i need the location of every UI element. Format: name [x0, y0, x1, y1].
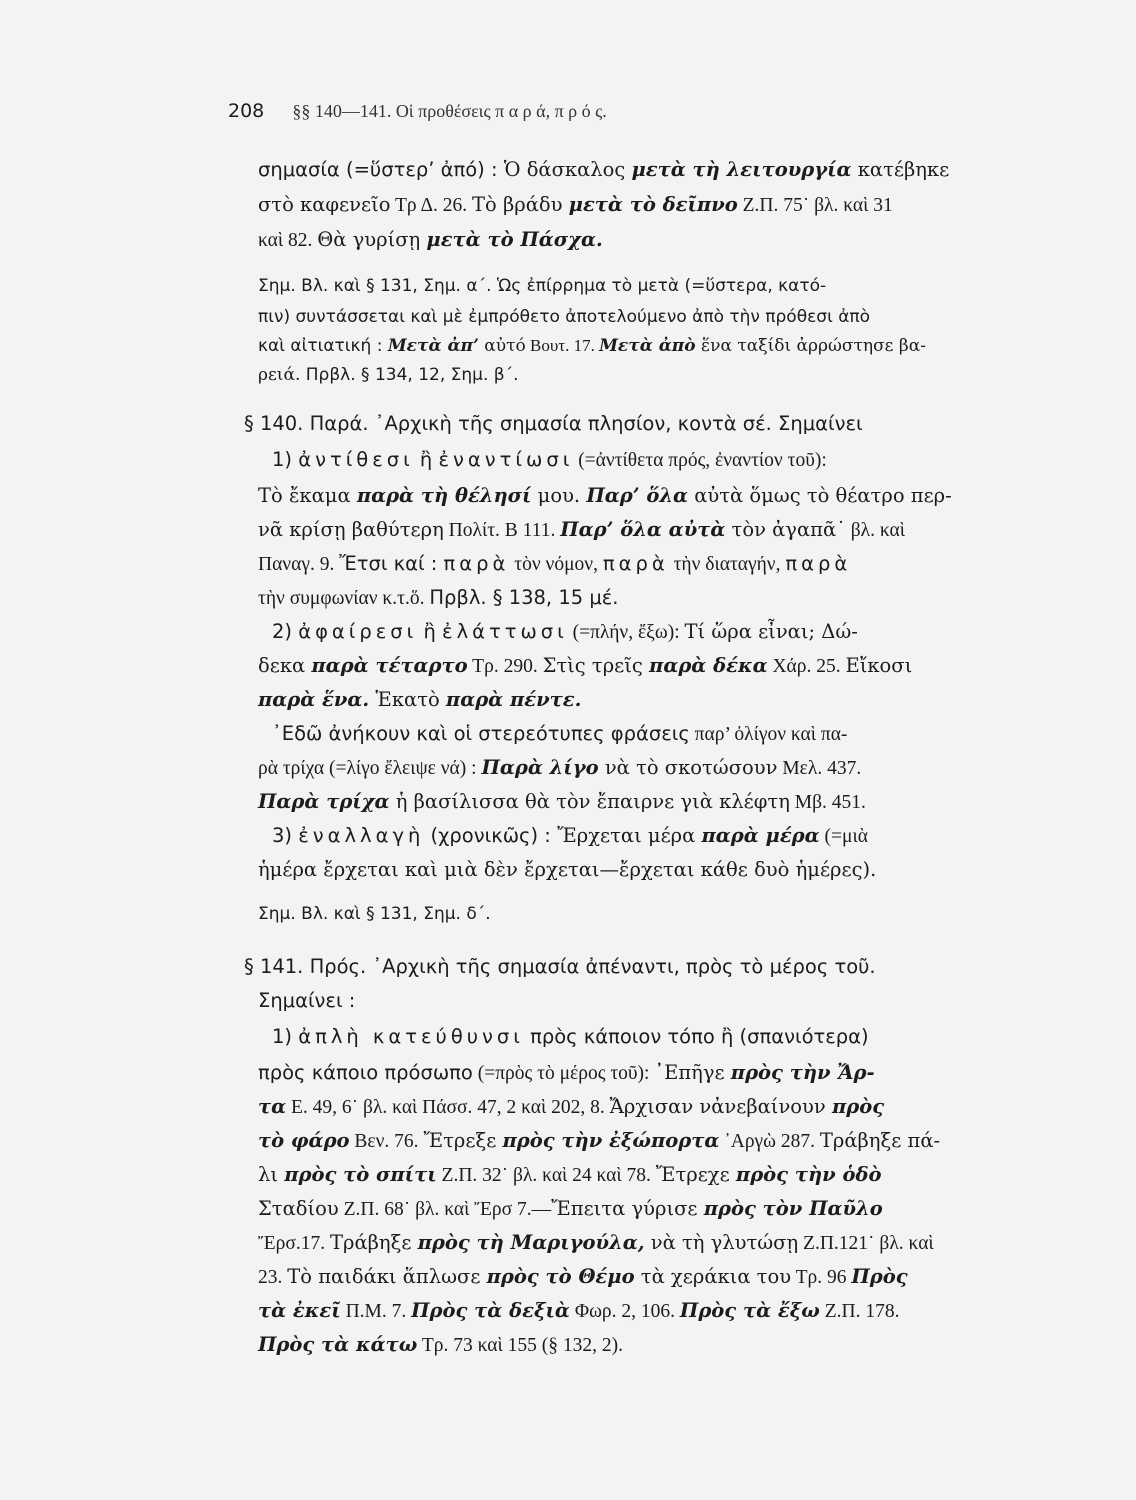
text-run: Ζ.Π.121˙ βλ. καὶ [798, 1233, 934, 1254]
text-run: πρὸς [831, 1095, 885, 1118]
text-line [258, 1231, 934, 1255]
text-run: Ἔπειτα γύρισε [551, 1197, 704, 1220]
text-run: ἐναντίωσι [438, 448, 574, 471]
text-run: πρὸς τὴ Μαριγούλα, [417, 1231, 645, 1254]
text-run: Τρ. 290. [467, 656, 543, 677]
text-run: ἐλάττωσι [442, 620, 568, 643]
text-run: Ε. 49, 6˙ βλ. καὶ Πάσσ. 47, 2 καὶ 202, 8. [286, 1097, 610, 1118]
text-line [258, 989, 355, 1012]
text-run: 1) [272, 448, 299, 471]
text-line [258, 654, 912, 678]
text-run: ἀντίθεσι [298, 448, 414, 471]
text-line [258, 307, 870, 327]
text-run: ἢ [417, 620, 443, 643]
text-run: Ἔτρεξε [423, 1129, 503, 1152]
text-line [258, 336, 926, 356]
text-run: Ἑκατὸ [369, 688, 446, 711]
text-line [258, 552, 851, 576]
text-run: στὸ καφενεῖο [258, 193, 391, 216]
text-run: ᾿Αρχικὴ τῆς σημασία ἀπέναντι, πρὸς τὸ μέρος τοῦ. [366, 955, 876, 978]
text-run: παρὰ τὴ θέλησί [356, 484, 532, 507]
text-run: νὰ τὴ γλυτώσῃ [644, 1231, 799, 1254]
text-run: μετὰ τὸ Πάσχα. [426, 228, 603, 251]
text-run: Βεν. 76. [349, 1131, 424, 1152]
text-run: Ἔτρεχε [655, 1163, 736, 1186]
text-run: Ζ.Π. 32˙ βλ. καὶ 24 καὶ 78. [436, 1165, 656, 1186]
text-run: Ζ.Π. 178. [819, 1301, 900, 1322]
text-run: Τί ὥρα εἶναι; Δώ- [684, 620, 858, 643]
text-run: βλ. καὶ [845, 520, 905, 541]
text-line [258, 586, 618, 610]
text-run: (χρονικῶς) : [424, 824, 558, 847]
text-run: τὰ ἐκεῖ [258, 1299, 341, 1322]
text-run: Πρὸς τὰ δεξιὰ [411, 1299, 570, 1322]
text-run: § 140. Παρά. [244, 412, 369, 435]
text-run: Ἄρχισαν νἀνεβαίνουν [609, 1095, 832, 1118]
text-line [258, 1163, 881, 1187]
text-run: 2) [272, 620, 299, 643]
text-run: Μετὰ ἀπ’ [387, 336, 479, 356]
text-line [258, 1095, 884, 1119]
text-line [272, 620, 858, 644]
text-run: Τρ. 96 [791, 1267, 852, 1288]
text-run: πρὸς τὸ σπίτι [284, 1163, 437, 1186]
text-run: ρὰ τρίχα (=λίγο ἔλειψε νά) : [258, 758, 482, 779]
text-run: Βλ. καὶ § 131, Σημ. δ΄. [295, 904, 491, 924]
text-run: καὶ 82. [258, 230, 318, 251]
text-run: παρὰ [443, 552, 510, 575]
text-run: Παρὰ τρίχα [258, 790, 390, 813]
text-run: ἡ βασίλισσα θὰ τὸν ἔπαιρνε γιὰ κλέφτη [389, 790, 790, 813]
text-run: ᾿Αρχικὴ τῆς σημασία πλησίον, κοντὰ σέ. Σημαίνει [368, 412, 863, 435]
text-run: παρὰ δέκα [649, 654, 768, 677]
running-title: §§ 140—141. Οἱ προθέσεις π α ρ ά, π ρ ό ς. [292, 101, 607, 121]
text-line [244, 412, 863, 435]
text-run: πρὸς τὴν Ἄρ- [730, 1061, 875, 1084]
text-line [258, 1333, 623, 1357]
text-line [244, 955, 876, 978]
text-run: Παναγ. 9. [258, 554, 340, 575]
text-run: Πρὸς τὰ κάτω [258, 1333, 418, 1356]
text-run: ἢ [413, 448, 439, 471]
text-run: παρὰ μέρα [701, 824, 820, 847]
text-run: Ὁ δάσκαλος [503, 158, 632, 181]
text-run: παρὰ ἕνα. [258, 688, 370, 711]
text-line [258, 1061, 875, 1085]
text-run: Πρὸς [851, 1265, 908, 1288]
text-run: Βουτ. 17. [525, 336, 600, 355]
text-run: Στὶς τρεῖς [542, 654, 650, 677]
text-run: αὐτὰ ὅμως τὸ θέατρο περ- [688, 484, 952, 507]
text-run: πιν) συντάσσεται καὶ μὲ ἐμπρόθετο ἀποτελούμενο ἀπὸ τὴν πρόθεσι ἀπὸ [258, 307, 871, 327]
text-line [272, 722, 847, 746]
text-line [258, 1197, 883, 1221]
text-run: τὴν συμφωνίαν κ.τ.ὅ. [258, 588, 430, 609]
text-run: § 141. Πρός. [244, 955, 367, 978]
text-run: Ζ.Π. 75˙ βλ. καὶ 31 [737, 195, 893, 216]
text-run: Ζ.Π. 68˙ βλ. καὶ Ἔρσ 7.— [338, 1199, 552, 1220]
text-run: 1) [272, 1025, 299, 1048]
text-run: Σταδίου [258, 1197, 339, 1220]
text-run: Ἔτσι καί : [339, 552, 444, 575]
text-run: Πρὸς τὰ ἔξω [679, 1299, 820, 1322]
text-run: Τρ. 73 καὶ 155 (§ 132, 2). [417, 1335, 623, 1356]
text-run: Τρ Δ. 26. [390, 195, 473, 216]
text-run: πρὸς τὸν Παῦλο [703, 1197, 883, 1220]
text-run: Θὰ γυρίσῃ [317, 228, 427, 251]
text-run: Παρ’ ὅλα [586, 484, 689, 507]
text-line [258, 228, 603, 252]
text-run: καὶ αἰτιατική : [258, 336, 388, 356]
text-run: ᾿Επῆγε [654, 1061, 731, 1084]
text-line [258, 193, 893, 217]
text-run: παρὰ τέταρτο [311, 654, 468, 677]
text-run: (=ἀντίθετα πρός, ἐναντίον τοῦ): [573, 450, 827, 471]
text-run: ᾿Αργὼ 287. [719, 1131, 820, 1152]
text-line [258, 276, 826, 296]
text-run: παρὰ [602, 552, 669, 575]
text-run: Π.Μ. 7. [340, 1301, 412, 1322]
text-line [272, 824, 868, 848]
text-run: Σημαίνει : [258, 989, 356, 1012]
text-run: νὰ τὸ σκοτώσουν [598, 756, 778, 779]
text-run: αὐτό [478, 336, 526, 356]
text-line [258, 1265, 908, 1289]
text-run: τα [258, 1095, 287, 1118]
text-run: σημασία (=ὕστερ’ ἀπό) : [258, 158, 504, 181]
text-run: ἡμέρα ἔρχεται καὶ μιὰ δὲν ἔρχεται—ἔρχεται κάθε δυὸ ἡμέρες). [258, 858, 877, 881]
text-line [272, 1025, 869, 1048]
text-run: Παρ’ ὅλα αὐτὰ [560, 518, 726, 541]
text-run: νᾶ κρίσῃ βαθύτερη [258, 518, 444, 541]
text-run: πρὸς κάποιον τόπο ἢ (σπανιότερα) [523, 1025, 869, 1048]
text-run: Πρβλ. § 138, 15 μέ. [429, 586, 619, 609]
text-run: λι [258, 1163, 285, 1186]
text-run: ρειά. [258, 365, 301, 385]
text-run: ἐναλλαγὴ [298, 824, 425, 847]
text-run: Ἔρχεται μέρα [557, 824, 702, 847]
text-line [258, 1299, 899, 1323]
text-run: Φωρ. 2, 106. [569, 1301, 680, 1322]
text-run: Πολίτ. Β 111. [443, 520, 561, 541]
text-run: (=μιὰ [819, 826, 868, 847]
text-run: Τὸ βράδυ [472, 193, 569, 216]
text-run: (=πρὸς τὸ μέρος τοῦ): [472, 1063, 655, 1084]
text-run: μετὰ τὸ δεῖπνο [568, 193, 738, 216]
running-head [228, 100, 607, 122]
text-line [258, 688, 581, 711]
text-run: 23. [258, 1267, 288, 1288]
text-run: Σημ. [258, 276, 296, 296]
text-line [258, 484, 952, 507]
text-run: τὸν νόμον, [509, 554, 603, 575]
text-run: 3) [272, 824, 299, 847]
text-run: (=πλήν, ἔξω): [567, 622, 685, 643]
text-line [258, 518, 905, 542]
text-run: κατέβηκε [851, 158, 950, 181]
text-run: ἕνα ταξίδι ἀρρώστησε βα- [695, 336, 926, 356]
text-run: Μετὰ ἀπὸ [599, 336, 696, 356]
text-run: παρ’ ὀλίγον καὶ πα- [689, 724, 848, 745]
text-run: μου. [531, 484, 587, 507]
text-line [258, 756, 861, 780]
text-run: πρὸς κάποιο πρόσωπο [258, 1061, 473, 1084]
text-run: δεκα [258, 654, 312, 677]
text-run: παρὰ [785, 552, 852, 575]
text-run: πρὸς τὸ Θέμο [486, 1265, 635, 1288]
text-line [258, 158, 949, 181]
text-run: Εἴκοσι [845, 654, 913, 677]
text-run: πρὸς τὴν ὁδὸ [735, 1163, 882, 1186]
text-run: Μβ. 451. [789, 792, 866, 813]
text-run: Παρὰ λίγο [481, 756, 599, 779]
text-run: Τὸ ἔκαμα [258, 484, 357, 507]
text-run: τὸν ἀγαπᾶ˙ [725, 518, 846, 541]
text-run: Σημ. [258, 904, 296, 924]
text-run: Ἔρσ.17. [258, 1233, 331, 1254]
text-run: παρὰ πέντε. [445, 688, 582, 711]
text-run: Χάρ. 25. [767, 656, 846, 677]
text-run: Τράβηξε πά- [819, 1129, 941, 1152]
text-run: πρὸς τὴν ἐξώπορτα [502, 1129, 720, 1152]
text-line [258, 365, 519, 385]
text-run: τὸ φάρο [258, 1129, 350, 1152]
text-run: Τὸ παιδάκι ἅπλωσε [287, 1265, 487, 1288]
page-number: 208 [228, 100, 265, 122]
text-line [258, 1129, 940, 1153]
text-run: τὰ χεράκια του [634, 1265, 792, 1288]
text-line [272, 448, 827, 472]
text-run: Μελ. 437. [777, 758, 862, 779]
text-run: μετὰ τὴ λειτουργία [631, 158, 852, 181]
text-run: ἀφαίρεσι [298, 620, 418, 643]
text-run: ᾿Εδῶ ἀνήκουν καὶ οἱ στερεότυπες φράσεις [272, 722, 690, 745]
text-line [258, 904, 491, 924]
text-run: τὴν διαταγήν, [668, 554, 786, 575]
text-run: Τράβηξε [330, 1231, 418, 1254]
text-line [258, 858, 876, 881]
text-run: Βλ. καὶ § 131, Σημ. α΄. Ὡς ἐπίρρημα τὸ μετὰ (=ὕστερα, κατό- [295, 276, 827, 296]
text-line [258, 790, 866, 814]
text-run: ἀπλὴ κατεύθυνσι [298, 1025, 524, 1048]
text-run: Πρβλ. § 134, 12, Σημ. β΄. [300, 365, 519, 385]
